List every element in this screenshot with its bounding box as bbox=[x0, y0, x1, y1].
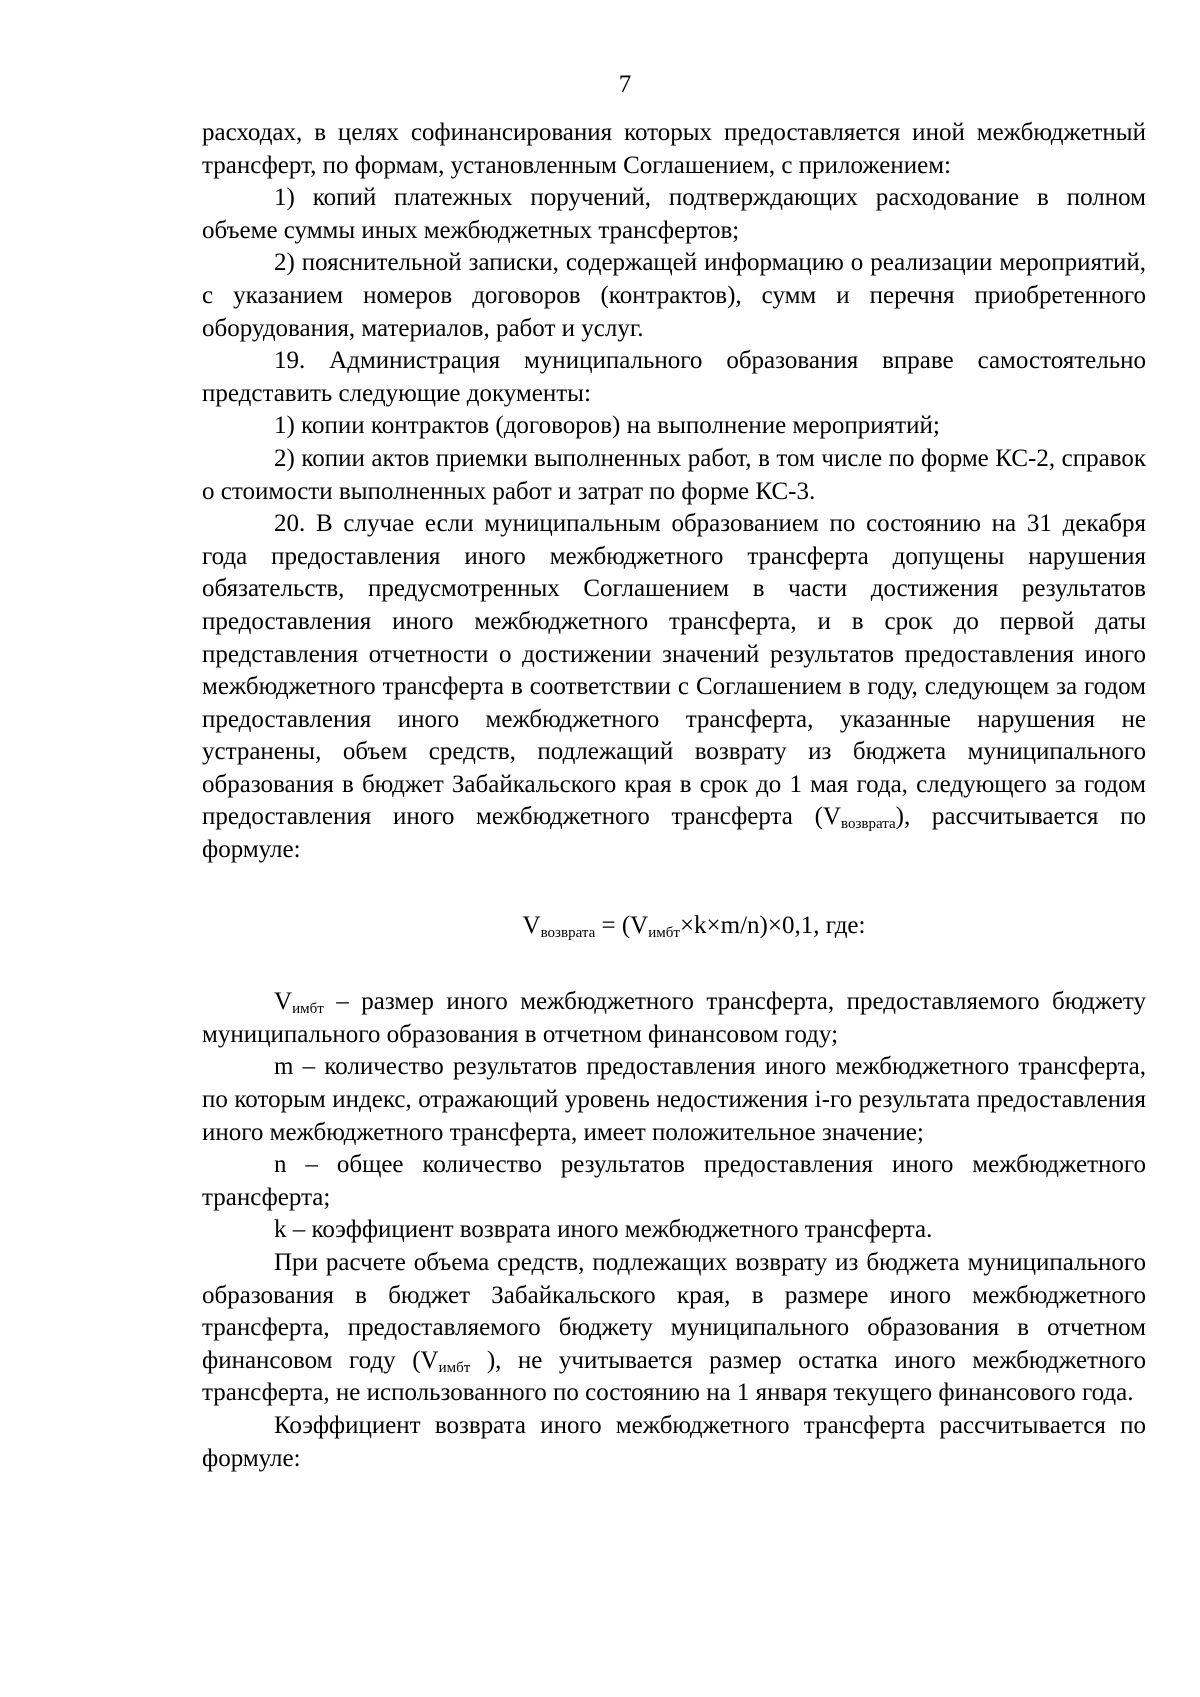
formula-sub-imbt: имбт bbox=[648, 924, 680, 941]
note-tail: ), не учитывается размер остатка иного межбюджетного трансферта, не использованного по состоянию на 1 января текущего финансового года. bbox=[202, 1346, 1147, 1407]
paragraph-explanatory-note: 2) пояснительной записки, содержащей информацию о реализации мероприятий, с указанием номеров договоров (контрактов), сумм и перечня приобретенного оборудования, материалов, работ и услуг. bbox=[202, 249, 1146, 342]
paragraph-continuation: расходах, в целях софинансирования которых предоставляется иной межбюджетный трансферт, по формам, установленным Соглашением, с приложением: bbox=[202, 119, 1146, 179]
paragraph-20 bbox=[202, 508, 1146, 867]
definition-v-imbt-text: – размер иного межбюджетного трансферта, предоставляемого бюджету муниципального образования в отчетном финансовом году; bbox=[202, 988, 1146, 1048]
formula-middle: = (V bbox=[595, 911, 649, 939]
subscript-vozvrata: возврата bbox=[840, 816, 896, 833]
definition-m: m – количество результатов предоставления иного межбюджетного трансферта, по которым индекс, отражающий уровень недостижения i-го результата предоставления иного межбюджетного трансферта, имеет положительное значение; bbox=[202, 1053, 1146, 1146]
paragraph-coefficient: Коэффициент возврата иного межбюджетного трансферта рассчитывается по формуле: bbox=[202, 1411, 1146, 1472]
note-text: При расчете объема средств, подлежащих возврату из бюджета муниципального образования в бюджет Забайкальского края, в размере иного межбюджетного трансферта, предоставляемого бюджету муниципального образования в отчетном финансовом году (V bbox=[202, 1249, 1146, 1374]
definition-sub-imbt: имбт bbox=[292, 1001, 324, 1018]
paragraph-payment-orders: 1) копий платежных поручений, подтверждающих расходование в полном объеме суммы иных межбюджетных трансфертов; bbox=[202, 184, 1146, 244]
paragraph-20-tail: ), рассчитывается по формуле: bbox=[202, 803, 1146, 864]
formula-v: V bbox=[522, 911, 541, 939]
paragraph-calculation-note bbox=[202, 1247, 1146, 1410]
note-sub-imbt: имбт bbox=[438, 1359, 471, 1376]
definition-v: V bbox=[274, 988, 293, 1016]
formula-sub-vozvrata: возврата bbox=[540, 924, 596, 941]
definition-k: k – коэффициент возврата иного межбюджетного трансферта. bbox=[274, 1216, 933, 1244]
definition-v-imbt bbox=[202, 986, 1146, 1051]
paragraph-contracts-copies: 1) копии контрактов (договоров) на выполнение мероприятий; bbox=[274, 412, 940, 440]
formula-end: ×k×m/n)×0,1, где: bbox=[679, 911, 866, 939]
formula-return-volume bbox=[202, 910, 1146, 943]
definition-n: n – общее количество результатов предоставления иного межбюджетного трансферта; bbox=[202, 1151, 1146, 1211]
document-body bbox=[202, 117, 1146, 1475]
paragraph-19: 19. Администрация муниципального образования вправе самостоятельно представить следующие документы: bbox=[202, 347, 1146, 407]
paragraph-20-text: 20. В случае если муниципальным образованием по состоянию на 31 декабря года предоставления иного межбюджетного трансферта допущены нарушения обязательств, предусмотренных Соглашением в части достижения результатов предоставления иного межбюджетного трансферта, и в срок до первой даты представления отчетности о достижении значений результатов предоставления иного межбюджетного трансферта в соответствии с Соглашением в году, следующем за годом предоставления иного межбюджетного трансферта, указанные нарушения не устранены, объем средств, подлежащий возврату из бюджета муниципального образования в бюджет Забайкальского края в срок до 1 мая года, следующего за годом предоставления иного межбюджетного трансферта (V bbox=[202, 510, 1146, 831]
paragraph-acceptance-acts: 2) копии актов приемки выполненных работ, в том числе по форме КС-2, справок о стоимости выполненных работ и затрат по форме КС-3. bbox=[202, 444, 1146, 505]
page-number: 7 bbox=[618, 71, 632, 98]
